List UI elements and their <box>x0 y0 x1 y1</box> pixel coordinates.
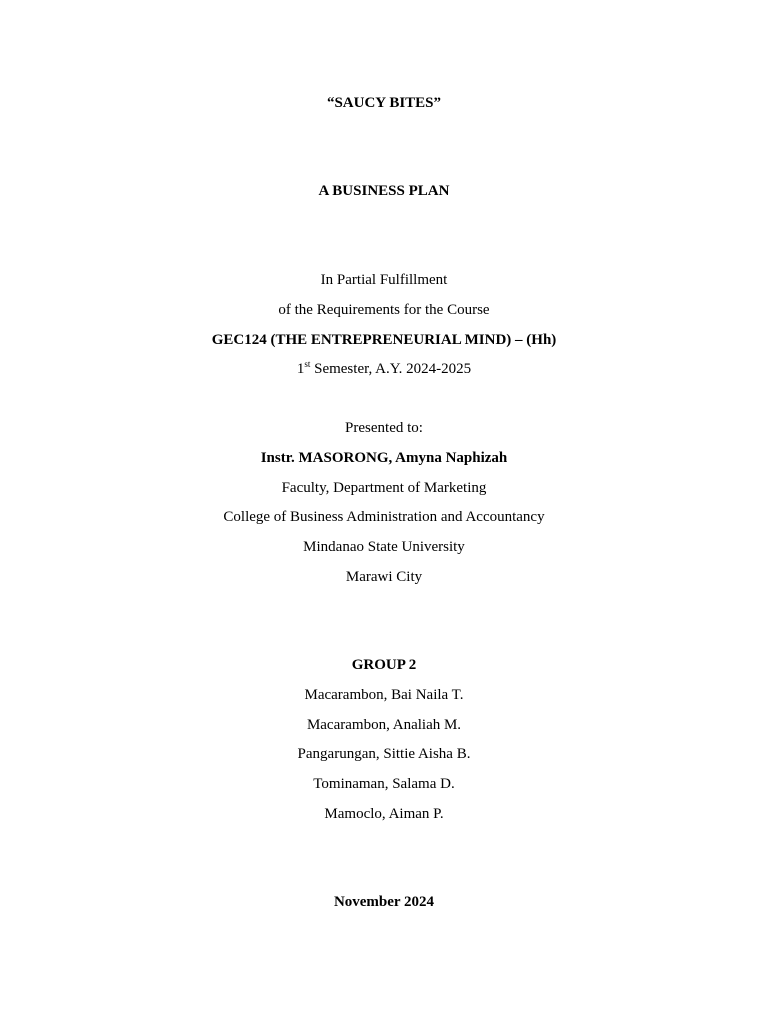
group-member: Mamoclo, Aiman P. <box>324 806 444 822</box>
university-name: Mindanao State University <box>303 539 465 555</box>
fulfillment-line-1: In Partial Fulfillment <box>320 272 448 288</box>
group-heading: GROUP 2 <box>351 657 417 673</box>
group-member: Macarambon, Bai Naila T. <box>304 687 464 703</box>
college-name: College of Business Administration and Accountancy <box>223 509 545 525</box>
document-subtitle: A BUSINESS PLAN <box>318 183 450 199</box>
instructor-name: Instr. MASORONG, Amyna Naphizah <box>260 450 508 466</box>
semester-number: 1 <box>296 361 305 377</box>
group-member: Pangarungan, Sittie Aisha B. <box>297 746 471 762</box>
course-title: GEC124 (THE ENTREPRENEURIAL MIND) – (Hh) <box>211 332 557 348</box>
group-member: Macarambon, Analiah M. <box>306 717 462 733</box>
presented-to-label: Presented to: <box>345 420 423 436</box>
semester-line <box>0 359 768 379</box>
fulfillment-line-2: of the Requirements for the Course <box>278 302 490 318</box>
semester-suffix: st <box>304 359 311 369</box>
instructor-position: Faculty, Department of Marketing <box>281 480 487 496</box>
document-date: November 2024 <box>333 894 435 910</box>
document-title: “SAUCY BITES” <box>326 95 442 111</box>
city-name: Marawi City <box>345 569 423 585</box>
group-member: Tominaman, Salama D. <box>313 776 455 792</box>
semester-rest: Semester, A.Y. 2024-2025 <box>310 361 472 377</box>
